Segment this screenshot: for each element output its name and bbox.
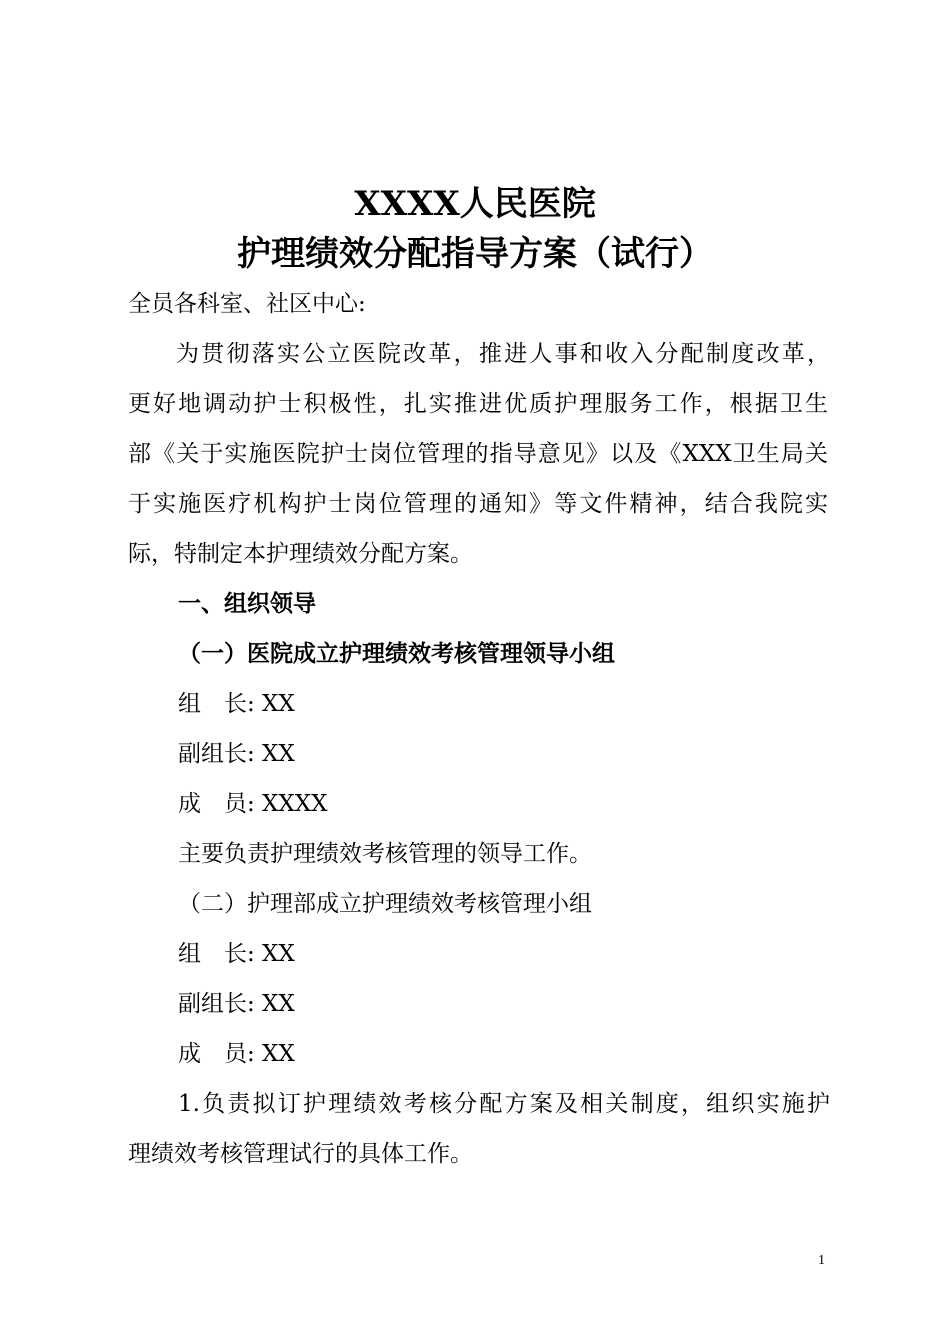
salutation: 全员各科室、社区中心: <box>128 291 366 317</box>
group-deputy: 副组长: XX <box>178 991 295 1017</box>
group-members: 成 员: XX <box>178 1041 295 1067</box>
intro-paragraph-line: 于实施医疗机构护士岗位管理的通知》等文件精神，结合我院实 <box>128 491 828 517</box>
group-leader: 组 长: XX <box>178 691 295 717</box>
group-duty: 主要负责护理绩效考核管理的领导工作。 <box>178 841 592 867</box>
intro-paragraph-line: 部《关于实施医院护士岗位管理的指导意见》以及《XXX卫生局关 <box>128 441 828 467</box>
group-duty-item: 理绩效考核管理试行的具体工作。 <box>128 1141 473 1167</box>
intro-paragraph-line: 更好地调动护士积极性，扎实推进优质护理服务工作，根据卫生 <box>128 391 828 417</box>
page-number: 1 <box>818 1253 825 1268</box>
intro-paragraph-line: 为贯彻落实公立医院改革，推进人事和收入分配制度改革， <box>176 341 830 367</box>
group-deputy: 副组长: XX <box>178 741 295 767</box>
intro-paragraph-line: 际，特制定本护理绩效分配方案。 <box>128 541 473 567</box>
subsection-heading: （一）医院成立护理绩效考核管理领导小组 <box>178 640 615 667</box>
document-title-line1: XXXX人民医院 <box>354 184 596 224</box>
group-leader: 组 长: XX <box>178 941 295 967</box>
group-members: 成 员: XXXX <box>178 791 328 817</box>
subsection-heading: （二）护理部成立护理绩效考核管理小组 <box>178 891 592 917</box>
group-duty-item: 1.负责拟订护理绩效考核分配方案及相关制度，组织实施护 <box>178 1091 830 1117</box>
document-title-line2: 护理绩效分配指导方案（试行） <box>237 234 713 274</box>
section-heading: 一、组织领导 <box>178 590 316 617</box>
